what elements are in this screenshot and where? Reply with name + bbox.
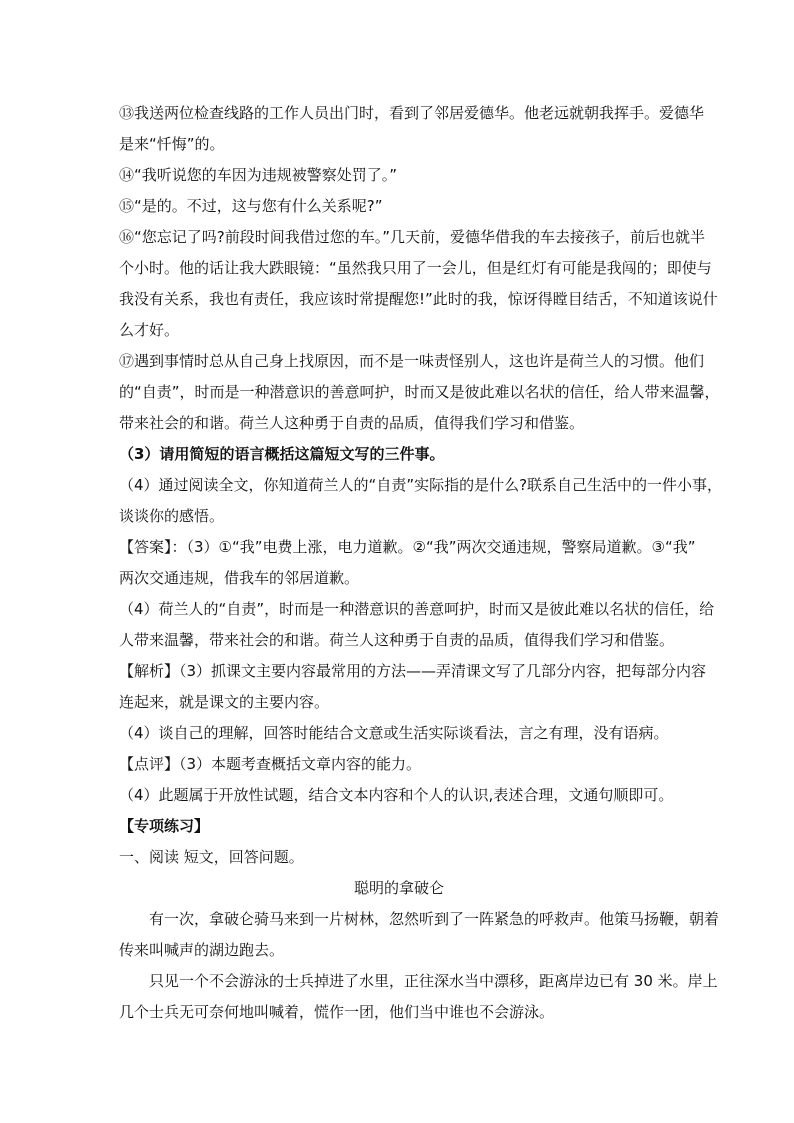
question-4-line-1: （4）通过阅读全文，你知道荷兰人的“自责”实际指的是什么?联系自己生活中的一件小事，	[119, 476, 723, 494]
paragraph-13-line-2: 是来“忏悔”的。	[119, 135, 225, 153]
paragraph-16-line-3: 我没有关系，我也有责任，我应该时常提醒您!”此时的我，惊讶得瞠目结舌，不知道该说什	[119, 290, 718, 308]
story-paragraph-1-line-2: 传来叫喊声的湖边跑去。	[119, 941, 285, 959]
answer-4-line-1: （4）荷兰人的“自责”，时而是一种潜意识的善意呵护，时而又是彼此难以名状的信任，给	[119, 600, 715, 618]
comment-3: 【点评】（3）本题考查概括文章内容的能力。	[119, 755, 422, 773]
paragraph-13-line-1: ⑬我送两位检查线路的工作人员出门时，看到了邻居爱德华。他老远就朝我挥手。爱德华	[119, 104, 705, 122]
paragraph-17-line-1: ⑰遇到事情时总从自己身上找原因，而不是一味责怪别人，这也许是荷兰人的习惯。他们	[119, 352, 705, 370]
story-paragraph-2-line-1: 只见一个不会游泳的士兵掉进了水里，正往深水当中漂移，距离岸边已有 30 米。岸上	[149, 972, 718, 990]
paragraph-17-line-2: 的“自责”，时而是一种潜意识的善意呵护，时而又是彼此难以名状的信任，给人带来温馨，	[119, 383, 720, 401]
paragraph-16-line-1: ⑯“您忘记了吗?前段时间我借过您的车。”几天前，爱德华借我的车去接孩子，前后也就半	[119, 228, 706, 246]
story-paragraph-1-line-1: 有一次，拿破仑骑马来到一片树林，忽然听到了一阵紧急的呼救声。他策马扬鞭，朝着	[149, 910, 720, 928]
paragraph-15: ⑮“是的。不过，这与您有什么关系呢?”	[119, 197, 383, 215]
answer-3-line-1: 【答案】：（3）①“我”电费上涨，电力道歉。②“我”两次交通违规，警察局道歉。③“我”	[119, 538, 696, 556]
document-page	[119, 98, 723, 1028]
paragraph-16-line-2: 个小时。他的话让我大跌眼镜：“虽然我只用了一会儿，但是红灯有可能是我闯的；即使与	[119, 259, 712, 277]
question-4-line-2: 谈谈你的感悟。	[119, 507, 225, 525]
story-paragraph-2-line-2: 几个士兵无可奈何地叫喊着，慌作一团，他们当中谁也不会游泳。	[119, 1003, 555, 1021]
comment-4: （4）此题属于开放性试题，结合文本内容和个人的认识,表述合理，文通句顺即可。	[119, 786, 674, 804]
paragraph-16-line-4: 么才好。	[119, 321, 180, 339]
story-title: 聪明的拿破仑	[353, 879, 444, 897]
analysis-3-line-2: 连起来，就是课文的主要内容。	[119, 693, 330, 711]
paragraph-14: ⑭“我听说您的车因为违规被警察处罚了。”	[119, 166, 398, 184]
practice-heading: 【专项练习】	[119, 817, 210, 835]
practice-instruction: 一、阅读 短文，回答问题。	[119, 848, 304, 866]
analysis-4: （4）谈自己的理解，回答时能结合文意或生活实际谈看法，言之有理，没有语病。	[119, 724, 669, 742]
answer-4-line-2: 人带来温馨，带来社会的和谐。荷兰人这种勇于自责的品质，值得我们学习和借鉴。	[119, 631, 675, 649]
question-3: （3）请用简短的语言概括这篇短文写的三件事。	[119, 445, 445, 463]
analysis-3-line-1: 【解析】（3）抓课文主要内容最常用的方法——弄清课文写了几部分内容，把每部分内容	[119, 662, 707, 680]
paragraph-17-line-3: 带来社会的和谐。荷兰人这种勇于自责的品质，值得我们学习和借鉴。	[119, 414, 585, 432]
answer-3-line-2: 两次交通违规，借我车的邻居道歉。	[119, 569, 360, 587]
